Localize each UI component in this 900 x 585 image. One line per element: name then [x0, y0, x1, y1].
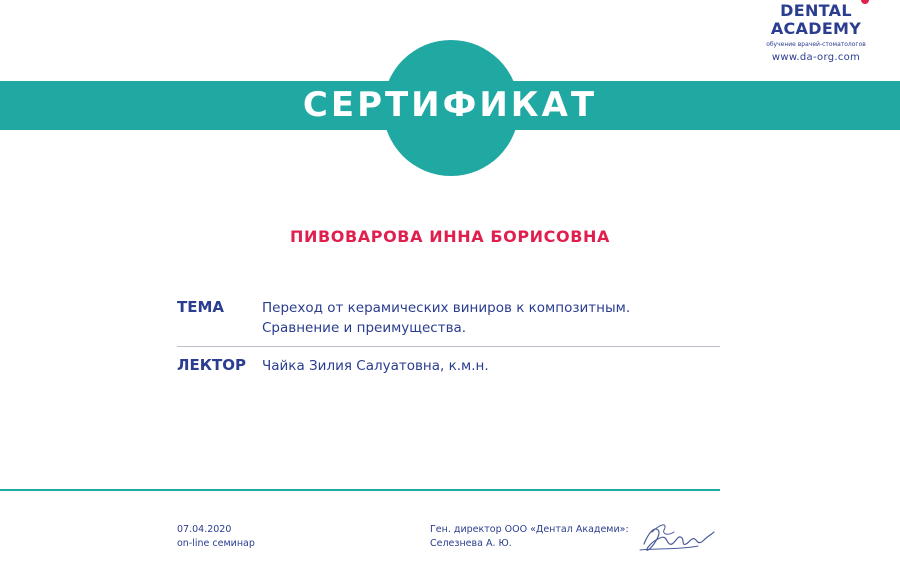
- signer-title: Ген. директор ООО «Дентал Академи»:: [430, 524, 629, 535]
- signer-name: Селезнева А. Ю.: [430, 538, 512, 549]
- topic-text: [262, 298, 702, 338]
- event-info: [177, 523, 255, 551]
- logo-tagline: обучение врачей-стоматологов: [766, 41, 866, 48]
- logo-line-dental: DENTAL: [780, 1, 852, 20]
- dental-academy-logo: [760, 0, 900, 70]
- recipient-name: ПИВОВАРОВА ИННА БОРИСОВНА: [290, 227, 610, 246]
- footer-divider: [0, 489, 720, 491]
- topic-line-2: Сравнение и преимущества.: [262, 320, 467, 336]
- lecturer-name: Чайка Зилия Салуатовна, к.м.н.: [262, 358, 489, 374]
- logo-line-academy: ACADEMY: [770, 19, 862, 38]
- section-divider: [177, 346, 720, 347]
- topic-label: ТЕМА: [177, 298, 225, 316]
- signer-info: [430, 523, 629, 551]
- event-type: on-line семинар: [177, 538, 255, 549]
- certificate-title: СЕРТИФИКАТ: [302, 85, 598, 125]
- logo-url: www.da-org.com: [771, 52, 861, 63]
- topic-line-1: Переход от керамических виниров к композитным.: [262, 300, 631, 316]
- signature-icon: [638, 514, 718, 558]
- event-date: 07.04.2020: [177, 524, 232, 535]
- lecturer-label: ЛЕКТОР: [177, 356, 246, 374]
